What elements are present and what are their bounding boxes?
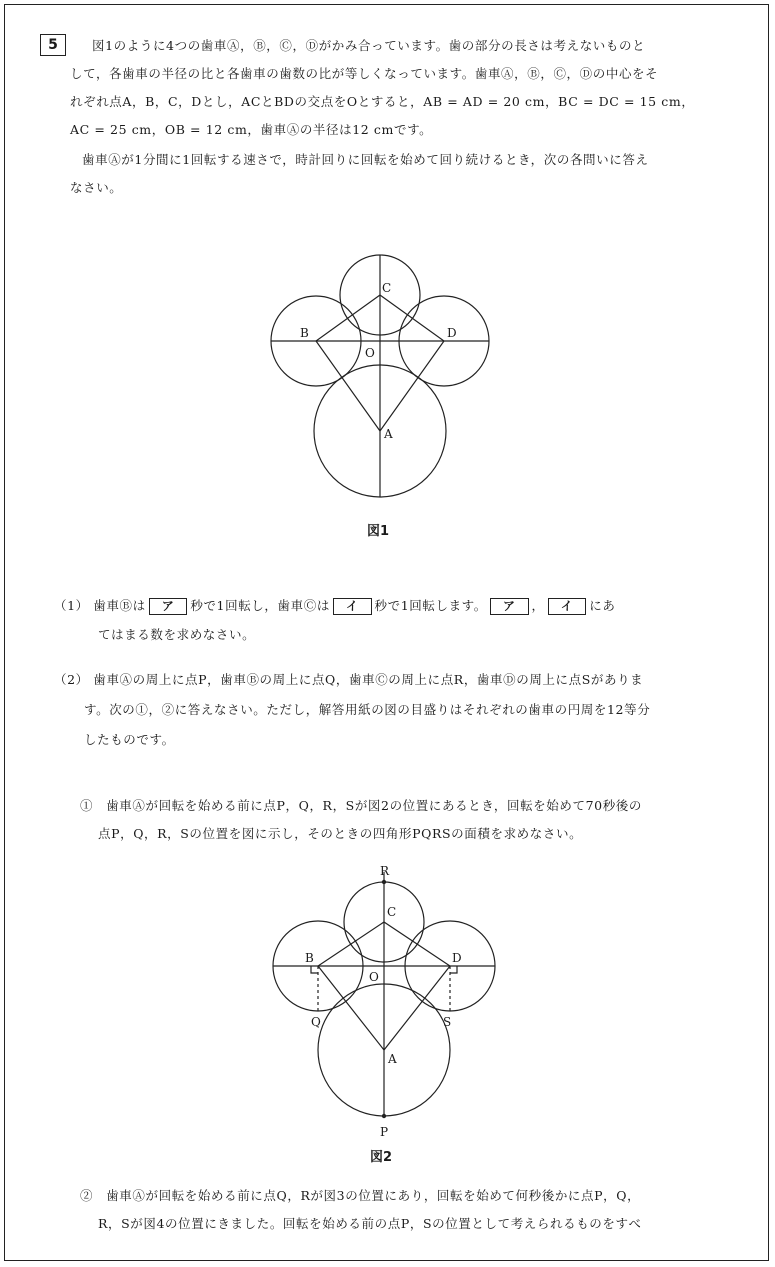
q1-text-a: 歯車Ⓑは bbox=[93, 598, 146, 613]
label-a-fig2: A bbox=[388, 1052, 397, 1066]
intro-line-1: 図1のように4つの歯車Ⓐ，Ⓑ，Ⓒ，Ⓓがかみ合っています。歯の部分の長さは考えないものと bbox=[92, 38, 646, 53]
label-s: S bbox=[443, 1015, 452, 1029]
answer-box-a-ref: ア bbox=[490, 598, 529, 615]
intro-line-6: なさい。 bbox=[70, 180, 123, 195]
label-c-fig2: C bbox=[387, 905, 397, 919]
q1-line-2: てはまる数を求めなさい。 bbox=[98, 627, 256, 642]
q2-sub2-line-2: R，Sが図4の位置にきました。回転を始める前の点P，Sの位置として考えられるものをすべ bbox=[98, 1216, 642, 1231]
point-p-dot bbox=[382, 1114, 386, 1118]
label-p: P bbox=[380, 1125, 389, 1139]
figure-1-caption: 図1 bbox=[367, 524, 390, 539]
label-a: A bbox=[384, 427, 393, 441]
intro-line-4: AC = 25 cm，OB = 12 cm，歯車Ⓐの半径は12 cmです。 bbox=[70, 122, 433, 137]
figure-2 bbox=[0, 850, 775, 1150]
q2-line-3: したものです。 bbox=[84, 732, 175, 747]
q1-line-1 bbox=[54, 596, 615, 615]
right-angle-b bbox=[311, 966, 318, 973]
label-q: Q bbox=[311, 1015, 321, 1029]
label-d-fig2: D bbox=[452, 951, 462, 965]
problem-number: 5 bbox=[40, 34, 66, 56]
label-r: R bbox=[380, 864, 390, 878]
figure-2-caption: 図2 bbox=[370, 1150, 393, 1165]
answer-box-i-ref: イ bbox=[548, 598, 587, 615]
answer-box-a: ア bbox=[149, 598, 188, 615]
answer-box-i: イ bbox=[333, 598, 372, 615]
q2-sub1-line-2: 点P，Q，R，Sの位置を図に示し，そのときの四角形PQRSの面積を求めなさい。 bbox=[98, 826, 583, 841]
right-angle-d bbox=[450, 966, 457, 973]
q2-text-1: 歯車Ⓐの周上に点P，歯車Ⓑの周上に点Q，歯車Ⓒの周上に点R，歯車Ⓓの周上に点Sがありま bbox=[93, 672, 644, 687]
label-b-fig2: B bbox=[305, 951, 314, 965]
intro-line-3: れぞれ点A，B，C，Dとし，ACとBDの交点をOとすると，AB = AD = 20 cm，BC = DC = 15 cm， bbox=[70, 94, 695, 109]
q1-number: （1） bbox=[54, 598, 89, 613]
point-r-dot bbox=[382, 880, 386, 884]
q1-text-d: にあ bbox=[589, 598, 616, 613]
intro-line-2: して，各歯車の半径の比と各歯車の歯数の比が等しくなっています。歯車Ⓐ，Ⓑ，Ⓒ，Ⓓの中心をそ bbox=[70, 66, 659, 81]
label-o-fig2: O bbox=[369, 970, 379, 984]
q2-line-2: す。次の①，②に答えなさい。ただし，解答用紙の図の目盛りはそれぞれの歯車の円周を12等分 bbox=[84, 702, 651, 717]
q1-sep: ， bbox=[531, 598, 545, 613]
figure-1 bbox=[0, 0, 775, 560]
label-d: D bbox=[447, 326, 457, 340]
label-o: O bbox=[365, 346, 375, 360]
q2-sub2-line-1: ② 歯車Ⓐが回転を始める前に点Q，Rが図3の位置にあり，回転を始めて何秒後かに点P，Q， bbox=[80, 1188, 641, 1203]
label-c: C bbox=[382, 281, 392, 295]
q2-line-1 bbox=[54, 670, 643, 688]
q1-text-c: 秒で1回転します。 bbox=[374, 598, 487, 613]
label-b: B bbox=[300, 326, 309, 340]
intro-line-5: 歯車Ⓐが1分間に1回転する速さで，時計回りに回転を始めて回り続けるとき，次の各問いに答え bbox=[82, 152, 649, 167]
q2-sub1-line-1: ① 歯車Ⓐが回転を始める前に点P，Q，R，Sが図2の位置にあるとき，回転を始めて70秒後の bbox=[80, 798, 642, 813]
q1-text-b: 秒で1回転し，歯車Ⓒは bbox=[190, 598, 330, 613]
q2-number: （2） bbox=[54, 672, 89, 687]
